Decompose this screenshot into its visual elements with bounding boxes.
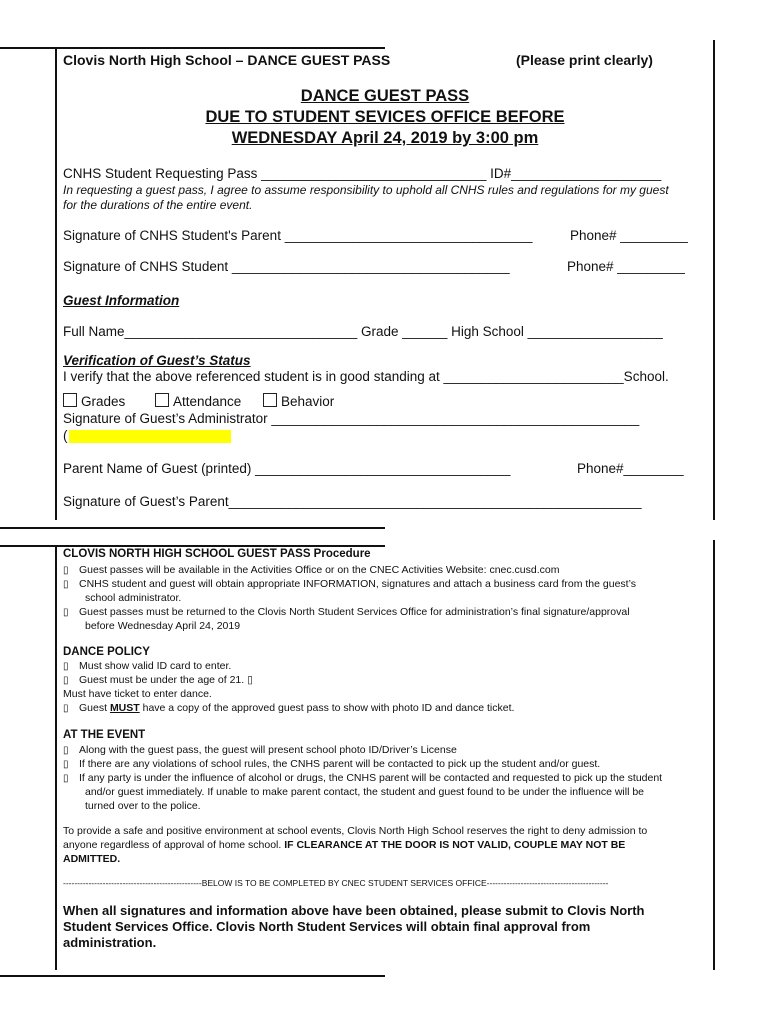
list-item: ▯ Guest MUST have a copy of the approved guest pass to show with photo ID and dance ticket. xyxy=(63,702,515,714)
student-phone-field[interactable]: Phone# _________ xyxy=(567,259,685,274)
bullet-icon: ▯ xyxy=(63,703,69,714)
checkbox-attendance[interactable]: Attendance xyxy=(155,393,241,409)
list-item: ▯ CNHS student and guest will obtain appropriate INFORMATION, signatures and attach a business card from the guest’s xyxy=(63,578,636,590)
guest-info-heading: Guest Information xyxy=(63,293,180,308)
checkbox-icon xyxy=(63,393,77,407)
top-rule xyxy=(0,47,385,49)
list-item: ▯ Must show valid ID card to enter. xyxy=(63,660,232,672)
checkbox-grades[interactable]: Grades xyxy=(63,393,125,409)
parent-signature-field[interactable]: Signature of CNHS Student's Parent _________________________________ xyxy=(63,228,533,243)
list-item: ▯ Guest passes must be returned to the Clovis North Student Services Office for administration’s final signature/approval xyxy=(63,606,630,618)
student-signature-field[interactable]: Signature of CNHS Student _____________________________________ xyxy=(63,259,510,274)
bullet-icon: ▯ xyxy=(63,773,69,784)
list-item: ▯ If any party is under the influence of alcohol or drugs, the CNHS parent will be contacted and requested to pick up the student xyxy=(63,772,663,784)
guest-parent-name-field[interactable]: Parent Name of Guest (printed) __________________________________ xyxy=(63,461,511,476)
verify-statement-field[interactable]: I verify that the above referenced student is in good standing at ________________________School. xyxy=(63,369,669,384)
bullet-icon: ▯ xyxy=(63,607,69,618)
bullet-icon: ▯ xyxy=(63,579,69,590)
safety-statement-2: anyone regardless of approval of home school. IF CLEARANCE AT THE DOOR IS NOT VALID, COUPLE MAY NOT BE xyxy=(63,839,626,851)
submit-instructions-3: administration. xyxy=(63,935,157,950)
parent-phone-field[interactable]: Phone# _________ xyxy=(570,228,688,243)
list-item-cont: and/or guest immediately. If unable to make parent contact, the student and guest found to be under the influence will be xyxy=(85,786,644,798)
list-item: ▯ Along with the guest pass, the guest will present school photo ID/Driver’s License xyxy=(63,744,457,756)
list-item: ▯ If there are any violations of school rules, the CNHS parent will be contacted to pick up the student and/or guest. xyxy=(63,758,601,770)
list-item-cont: turned over to the police. xyxy=(85,800,201,812)
guest-parent-phone-field[interactable]: Phone#________ xyxy=(577,461,684,476)
list-item-cont: school administrator. xyxy=(85,592,182,604)
school-pass-title: Clovis North High School – DANCE GUEST PASS xyxy=(63,52,391,68)
left-border-bottom xyxy=(55,545,57,970)
submit-instructions-2: Student Services Office. Clovis North Student Services will obtain final approval from xyxy=(63,919,591,934)
list-item-cont: before Wednesday April 24, 2019 xyxy=(85,620,241,632)
agreement-text-2: for the durations of the entire event. xyxy=(63,198,253,212)
procedure-heading: CLOVIS NORTH HIGH SCHOOL GUEST PASS Procedure xyxy=(63,548,371,560)
checkbox-behavior[interactable]: Behavior xyxy=(263,393,334,409)
student-requesting-field[interactable]: CNHS Student Requesting Pass ______________________________ ID#____________________ xyxy=(63,166,662,181)
safety-statement-3: ADMITTED. xyxy=(63,853,121,865)
office-divider: -------------------------------------------------BELOW IS TO BE COMPLETED BY CNEC STUDENT SERVICES OFFICE------------------------------------------- xyxy=(63,878,609,888)
bullet-icon: ▯ xyxy=(63,675,69,686)
bottom-rule xyxy=(0,975,385,977)
admin-paren: ( xyxy=(63,428,68,443)
bullet-icon: ▯ xyxy=(63,661,69,672)
bullet-icon: ▯ xyxy=(63,759,69,770)
bullet-icon: ▯ xyxy=(63,565,69,576)
checkbox-icon xyxy=(155,393,169,407)
guest-full-name-field[interactable]: Full Name_______________________________ Grade ______ High School __________________ xyxy=(63,324,663,339)
deadline-line: WEDNESDAY April 24, 2019 by 3:00 pm xyxy=(231,129,539,147)
event-heading: AT THE EVENT xyxy=(63,729,146,741)
verification-heading: Verification of Guest’s Status xyxy=(63,353,251,368)
list-item: Must have ticket to enter dance. xyxy=(63,688,212,700)
due-line: DUE TO STUDENT SEVICES OFFICE BEFORE xyxy=(205,108,565,126)
right-border-bottom xyxy=(713,540,715,970)
mid-rule-bottom xyxy=(0,545,385,547)
bullet-icon: ▯ xyxy=(247,674,253,686)
highlight-bar xyxy=(69,430,231,443)
bullet-icon: ▯ xyxy=(63,745,69,756)
submit-instructions: When all signatures and information above have been obtained, please submit to Clovis North xyxy=(63,903,645,918)
list-item: ▯ Guest passes will be available in the Activities Office or on the CNEC Activities Website: cnec.cusd.com xyxy=(63,564,560,576)
agreement-text: In requesting a guest pass, I agree to assume responsibility to uphold all CNHS rules and regulations for my guest xyxy=(63,183,669,197)
list-item: ▯ Guest must be under the age of 21. ▯ xyxy=(63,674,253,686)
print-note: (Please print clearly) xyxy=(516,52,653,68)
mid-rule-top xyxy=(0,527,385,529)
policy-heading: DANCE POLICY xyxy=(63,646,150,658)
admin-signature-field[interactable]: Signature of Guest’s Administrator _________________________________________________ xyxy=(63,411,640,426)
guest-parent-signature-field[interactable]: Signature of Guest’s Parent_______________________________________________________ xyxy=(63,494,642,509)
checkbox-icon xyxy=(263,393,277,407)
safety-statement: To provide a safe and positive environment at school events, Clovis North High School reserves the right to deny admission to xyxy=(63,825,648,837)
page-title: DANCE GUEST PASS xyxy=(300,87,470,105)
